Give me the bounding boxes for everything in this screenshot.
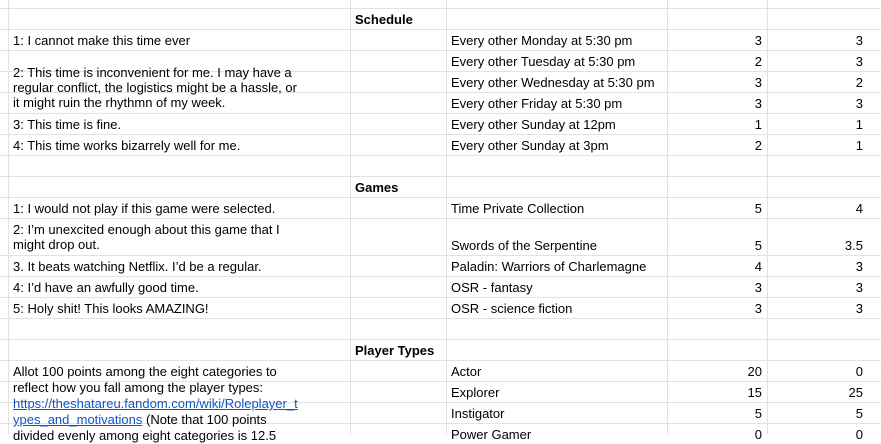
player-types-note: (Note that 100 points divided evenly among eight categories is 12.5 (13, 412, 277, 443)
schedule-option-score[interactable]: 2 (754, 54, 762, 69)
schedule-legend-4[interactable]: 4: This time works bizarrely well for me. (13, 138, 241, 153)
player-type-points[interactable]: 20 (747, 364, 762, 379)
schedule-option-score[interactable]: 1 (855, 117, 863, 132)
player-type-label[interactable]: Explorer (451, 385, 500, 400)
row-divider (0, 113, 881, 114)
column-divider (8, 0, 9, 434)
schedule-option-score[interactable]: 3 (855, 96, 863, 111)
schedule-legend-1[interactable]: 1: I cannot make this time ever (13, 33, 191, 48)
schedule-option-score[interactable]: 2 (855, 75, 863, 90)
schedule-option-label[interactable]: Every other Sunday at 12pm (451, 117, 616, 132)
row-divider (0, 339, 881, 340)
games-legend-2[interactable]: 2: I’m unexcited enough about this game that I might drop out. (13, 222, 280, 252)
player-type-points[interactable]: 0 (855, 364, 863, 379)
schedule-option-label[interactable]: Every other Friday at 5:30 pm (451, 96, 623, 111)
player-type-points[interactable]: 15 (747, 385, 762, 400)
games-legend-3[interactable]: 3. It beats watching Netflix. I’d be a regular. (13, 259, 262, 274)
schedule-option-score[interactable]: 3 (855, 33, 863, 48)
player-type-label[interactable]: Actor (451, 364, 482, 379)
game-option-score[interactable]: 3 (754, 301, 762, 316)
player-type-points[interactable]: 0 (855, 427, 863, 442)
game-option-label[interactable]: OSR - science fiction (451, 301, 573, 316)
player-types-intro: Allot 100 points among the eight categories to reflect how you fall among the player types: (13, 364, 277, 395)
schedule-legend-2[interactable]: 2: This time is inconvenient for me. I may have a regular conflict, the logistics might be a hassle, or it might ruin the rhythmn of my week. (13, 65, 297, 110)
row-divider (0, 134, 881, 135)
game-option-label[interactable]: Swords of the Serpentine (451, 238, 597, 253)
schedule-option-score[interactable]: 3 (754, 96, 762, 111)
game-option-score[interactable]: 3 (754, 280, 762, 295)
row-divider (0, 50, 881, 51)
game-option-score[interactable]: 3 (855, 301, 863, 316)
schedule-option-score[interactable]: 1 (754, 117, 762, 132)
row-divider (0, 155, 881, 156)
row-divider (0, 318, 881, 319)
column-divider (667, 0, 668, 434)
game-option-score[interactable]: 3 (855, 259, 863, 274)
game-option-score[interactable]: 4 (754, 259, 762, 274)
row-divider (0, 276, 881, 277)
game-option-score[interactable]: 5 (754, 201, 762, 216)
game-option-score[interactable]: 4 (855, 201, 863, 216)
section-header-player-types[interactable]: Player Types (355, 343, 435, 358)
player-type-label[interactable]: Power Gamer (451, 427, 532, 442)
column-divider (767, 0, 768, 434)
row-divider (0, 176, 881, 177)
column-divider (350, 0, 351, 434)
row-divider (0, 255, 881, 256)
row-divider (0, 29, 881, 30)
game-option-score[interactable]: 3 (855, 280, 863, 295)
schedule-option-score[interactable]: 2 (754, 138, 762, 153)
row-divider (0, 218, 881, 219)
player-type-points[interactable]: 5 (855, 406, 863, 421)
player-type-points[interactable]: 5 (754, 406, 762, 421)
section-header-games[interactable]: Games (355, 180, 399, 195)
player-types-instructions[interactable] (13, 364, 303, 444)
game-option-label[interactable]: Time Private Collection (451, 201, 585, 216)
schedule-option-score[interactable]: 1 (855, 138, 863, 153)
games-legend-5[interactable]: 5: Holy shit! This looks AMAZING! (13, 301, 209, 316)
game-option-label[interactable]: Paladin: Warriors of Charlemagne (451, 259, 647, 274)
game-option-label[interactable]: OSR - fantasy (451, 280, 533, 295)
schedule-option-label[interactable]: Every other Monday at 5:30 pm (451, 33, 633, 48)
row-divider (0, 360, 881, 361)
player-type-label[interactable]: Instigator (451, 406, 505, 421)
schedule-option-score[interactable]: 3 (855, 54, 863, 69)
column-divider (446, 0, 447, 434)
schedule-option-score[interactable]: 3 (754, 33, 762, 48)
row-divider (0, 8, 881, 9)
row-divider (0, 197, 881, 198)
game-option-score[interactable]: 5 (754, 238, 762, 253)
player-type-points[interactable]: 25 (848, 385, 863, 400)
schedule-option-label[interactable]: Every other Tuesday at 5:30 pm (451, 54, 636, 69)
player-types-link[interactable]: https://theshatareu.fandom.com/wiki/Roleplayer_types_and_motivations (13, 396, 298, 427)
row-divider (0, 297, 881, 298)
schedule-option-label[interactable]: Every other Sunday at 3pm (451, 138, 609, 153)
player-type-points[interactable]: 0 (754, 427, 762, 442)
section-header-schedule[interactable]: Schedule (355, 12, 413, 27)
schedule-legend-3[interactable]: 3: This time is fine. (13, 117, 122, 132)
game-option-score[interactable]: 3.5 (844, 238, 863, 253)
games-legend-4[interactable]: 4: I’d have an awfully good time. (13, 280, 199, 295)
games-legend-1[interactable]: 1: I would not play if this game were selected. (13, 201, 276, 216)
schedule-option-score[interactable]: 3 (754, 75, 762, 90)
schedule-option-label[interactable]: Every other Wednesday at 5:30 pm (451, 75, 655, 90)
